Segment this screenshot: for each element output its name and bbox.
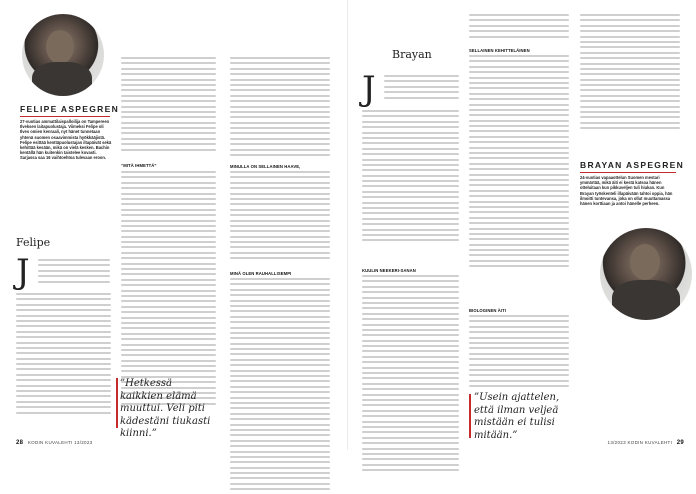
right-column-1-text-top xyxy=(384,75,459,102)
bio-rule xyxy=(20,116,110,117)
subhead-kehittelainen: SELLAINEN KEHITTELÄINEN xyxy=(469,48,530,53)
right-column-2-text-mid xyxy=(469,55,569,271)
right-column-1-text-bottom xyxy=(362,275,459,474)
right-footer xyxy=(608,440,684,446)
left-column-3-subhead-2 xyxy=(230,271,330,276)
left-column-3-text-mid xyxy=(230,171,330,263)
left-quote-bar xyxy=(116,378,118,428)
right-column-2-text-top xyxy=(469,14,569,41)
right-magazine-name: KODIN KUVALEHTI xyxy=(627,440,673,445)
right-column-3-text-top xyxy=(580,14,680,133)
felipe-photo-caption: FELIPE ASPEGREN xyxy=(20,104,120,114)
subhead-neekeri-sana: KUULIN NEEKERI-SANAN xyxy=(362,268,416,273)
left-column-3-text-top xyxy=(230,57,330,159)
brayan-photo-caption: BRAYAN ASPEGREN xyxy=(580,160,685,170)
brayan-portrait-photo xyxy=(600,228,692,320)
left-column-3-text-bottom xyxy=(230,278,330,494)
subhead-haave: MINULLA ON SELLAINEN HAAVE, xyxy=(230,164,301,169)
left-column-2-subhead xyxy=(121,163,216,168)
left-footer xyxy=(16,440,92,446)
right-column-2-subhead-2 xyxy=(469,308,569,313)
left-magazine-name: KODIN KUVALEHTI xyxy=(27,440,73,445)
right-column-1-text-body xyxy=(362,110,459,245)
left-pull-quote: ”Hetkessä kaikkien elämä muuttui. Veli piti kädestäni tiukasti kiinni.” xyxy=(120,378,211,439)
left-column-2-text-top xyxy=(121,57,216,154)
bio-rule-right xyxy=(580,172,676,173)
right-column-2-subhead-1 xyxy=(469,48,569,53)
left-column-2-text-bottom xyxy=(121,171,216,408)
subhead-mita-ihmetta: “MITÄ IHMETTÄ” xyxy=(121,163,157,168)
right-quote-bar xyxy=(469,394,471,438)
left-issue: 13/2023 xyxy=(74,440,93,445)
right-dropcap: J xyxy=(362,69,376,109)
right-issue: 13/2023 xyxy=(607,440,626,445)
right-page-number: 29 xyxy=(676,440,684,446)
brayan-section-title: Brayan xyxy=(392,48,432,61)
left-column-1-text xyxy=(38,259,110,286)
felipe-portrait-photo xyxy=(22,14,104,96)
subhead-biologinen-aiti: BIOLOGINEN ÄITI xyxy=(469,308,507,313)
right-column-2-text-bottom xyxy=(469,315,569,390)
felipe-section-title: Felipe xyxy=(16,236,51,249)
left-dropcap: J xyxy=(16,252,30,292)
subhead-rauhallisempi: MINÄ OLEN RAUHALLISEMPI xyxy=(230,271,292,276)
left-page xyxy=(0,0,348,450)
right-page xyxy=(348,0,696,450)
brayan-bio: 24-vuotias vapaaottelun Suomen mestari ymmärtää, mikä äiti ei kestä katsoa hänen otteluitaan kun pikkuveljen tuli hiukan. Kun Brayan työskenteli illapäivään tahtoi oppia, hän ilmoitti tuntevansa, joka on ollut muuttamassa hänen korttiaan ja antoi hänelle perheen. xyxy=(580,175,673,207)
left-column-3-subhead-1 xyxy=(230,164,330,169)
left-page-number: 28 xyxy=(16,440,24,446)
left-column-1-text-body xyxy=(16,293,111,417)
right-column-1-subhead xyxy=(362,268,459,273)
felipe-bio: 27-vuotias ammattilaispalloilija on Tampereen Ilveksen laitapuolustaja. Viimeksi Felipe oli Ilves omien kenraali, nyt hänet tunnetaan yhtenä suomen osaavimmista hyökkääjistä. Felipe esittää kenttäpuolustajan iltapäivät sekä kehittää kesään, mikä on vielä kesken. Bachin kentällä hän kuitenkin taistelee kovasti. Sarjassa saa 16 vaihtoehtoa tulevaan eroon. xyxy=(20,119,112,161)
right-pull-quote: ”Usein ajattelen, että ilman veljeä mistään ei tulisi mitään.” xyxy=(474,392,560,441)
